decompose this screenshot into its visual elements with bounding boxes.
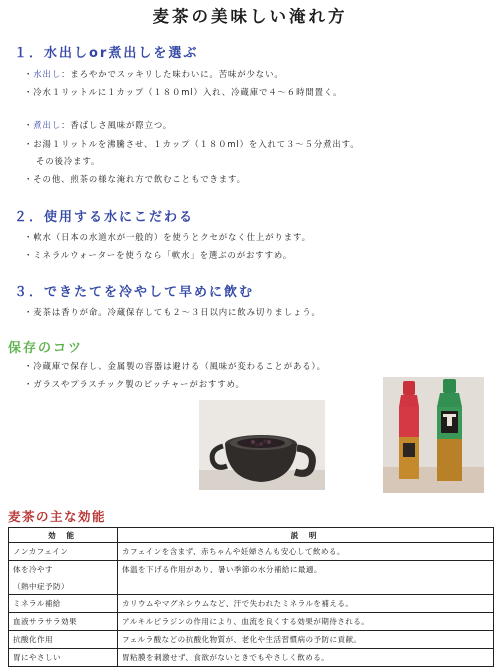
- desc-cell: フェルラ酸などの抗酸化物質が、老化や生活習慣病の予防に貢献。: [118, 631, 494, 649]
- table-header-row: [9, 528, 494, 543]
- storage-line-2: ・ガラスやプラスチック製のピッチャーがおすすめ。: [24, 379, 245, 389]
- storage-line-1: ・冷蔵庫で保存し、金属製の容器は避ける（風味が変わることがある）。: [24, 361, 326, 371]
- cold-brew-label: 水出し: [33, 69, 62, 79]
- desc-cell: アルキルピラジンの作用により、血流を良くする効果が期待される。: [118, 613, 494, 631]
- effect-cell: [9, 561, 118, 595]
- table-row: [9, 543, 494, 561]
- desc-cell: 体温を下げる作用があり、暑い季節の水分補給に最適。: [118, 561, 494, 595]
- teapot-icon: [199, 400, 325, 490]
- effect-cell: 胃にやさしい: [9, 649, 118, 667]
- effect-cell: ミネラル補給: [9, 595, 118, 613]
- table-row: [9, 631, 494, 649]
- section-2-heading: ２．使用する水にこだわる: [14, 210, 195, 225]
- col-effect-header: 効 能: [9, 528, 118, 543]
- desc-cell: カリウムやマグネシウムなど、汗で失われたミネラルを補える。: [118, 595, 494, 613]
- page-title: 麦茶の美味しい淹れ方: [152, 7, 348, 26]
- fresh-line-1: ・麦茶は香りが命。冷蔵保存しても２～３日以内に飲み切りましょう。: [24, 307, 321, 317]
- section-3-heading: ３．できたてを冷やして早めに飲む: [14, 285, 255, 300]
- boil-line: ・煮出し：香ばしさ風味が際立つ。: [24, 120, 173, 130]
- boil-label: 煮出し: [33, 120, 62, 130]
- benefits-heading: 麦茶の主な効能: [8, 509, 107, 524]
- effect-cell: 抗酸化作用: [9, 631, 118, 649]
- table-row: [9, 613, 494, 631]
- effect-cell: 血液サラサラ効果: [9, 613, 118, 631]
- cold-brew-line: ・水出し：まろやかでスッキリした味わいに。苦味が少ない。: [24, 69, 284, 79]
- desc-cell: カフェインを含まず、赤ちゃんや妊婦さんも安心して飲める。: [118, 543, 494, 561]
- col-desc-header: 説 明: [118, 528, 494, 543]
- bottles-photo: [383, 377, 484, 493]
- cold-brew-howto: ・冷水１リットルに１カップ（１８０ml）入れ、冷蔵庫で４～６時間置く。: [24, 87, 343, 97]
- effect-cell: ノンカフェイン: [9, 543, 118, 561]
- water-line-2: ・ミネラルウォーターを使うなら「軟水」を選ぶのがおすすめ。: [24, 250, 293, 260]
- boil-howto-2: その後冷ます。: [36, 156, 101, 166]
- other-method: ・その他、煎茶の様な淹れ方で飲むこともできます。: [24, 174, 246, 184]
- table-row: [9, 649, 494, 667]
- effect-line-2: （熱中症予防）: [13, 581, 69, 591]
- benefits-table: [8, 527, 494, 667]
- teapot-photo: [199, 400, 325, 490]
- water-line-1: ・軟水（日本の水道水が一般的）を使うとクセがなく仕上がります。: [24, 232, 311, 242]
- boil-desc: ：香ばしさ風味が際立つ。: [61, 120, 173, 130]
- tea-bottles-icon: [383, 377, 484, 493]
- table-row: [9, 561, 494, 595]
- section-1-heading: １．水出しor煮出しを選ぶ: [14, 46, 199, 61]
- boil-howto-1: ・お湯１リットルを沸騰させ、１カップ（１８０ml）を入れて３～５分煮出す。: [24, 139, 360, 149]
- effect-line-1: 体を冷やす: [13, 564, 53, 574]
- desc-cell: 胃粘膜を刺激せず、食欲がないときでもやさしく飲める。: [118, 649, 494, 667]
- table-row: [9, 595, 494, 613]
- cold-brew-desc: ：まろやかでスッキリした味わいに。苦味が少ない。: [61, 69, 284, 79]
- storage-heading: 保存のコツ: [8, 341, 84, 356]
